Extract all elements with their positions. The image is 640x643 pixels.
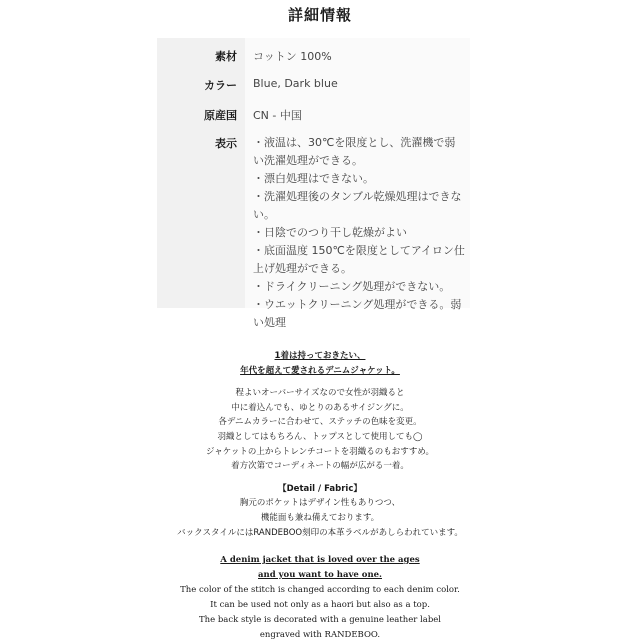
care-item: ・底面温度 150℃を限度としてアイロン仕上げ処理ができる。 <box>253 244 465 275</box>
care-item: ・液温は、30℃を限度とし、洗濯機で弱い洗濯処理ができる。 <box>253 136 456 167</box>
body-en-line: The color of the stitch is changed according to each denim color. <box>180 585 460 595</box>
care-item: ・漂白処理はできない。 <box>253 172 374 185</box>
spec-table <box>157 38 470 329</box>
body-ja-line: ジャケットの上からトレンチコートを羽織るのもおすすめ。 <box>205 446 435 457</box>
headline-en-1: A denim jacket that is loved over the ages <box>220 555 420 565</box>
origin-label: 原産国 <box>204 109 237 122</box>
care-item: ・日陰でのつり干し乾燥がよい <box>253 226 407 239</box>
body-en-line: The back style is decorated with a genuine leather label <box>198 615 442 625</box>
headline-ja-1: 1着は持っておきたい、 <box>274 351 366 361</box>
care-label: 表示 <box>215 137 237 150</box>
material-value: コットン 100% <box>253 50 332 63</box>
body-ja-line: 着方次第でコーディネートの幅が広がる一着。 <box>231 461 409 472</box>
color-label: カラー <box>204 79 237 92</box>
body-ja-line: 中に着込んでも、ゆとりのあるサイジングに。 <box>231 402 409 413</box>
detail-ja-line: バックスタイルにはRANDEBOO刻印の本革ラベルがあしらわれています。 <box>177 527 463 538</box>
material-label: 素材 <box>215 50 237 63</box>
page-title: 詳細情報 <box>287 6 352 24</box>
body-ja-line: 程よいオーバーサイズなので女性が羽織ると <box>235 388 405 399</box>
care-item: ・洗濯処理後のタンブル乾燥処理はできない。 <box>253 190 462 221</box>
body-en-line: It can be used not only as a haori but also as a top. <box>210 600 430 610</box>
headline-ja-2: 年代を超えて愛されるデニムジャケット。 <box>240 365 400 376</box>
detail-section-title: 【Detail / Fabric】 <box>278 483 362 494</box>
care-item: ・ウエットクリーニング処理ができる。弱い処理 <box>253 298 462 329</box>
body-ja-line: 羽織としてはもちろん、トップスとして使用しても◯ <box>217 431 423 442</box>
care-instructions <box>253 134 465 332</box>
description-en <box>0 553 640 643</box>
detail-ja-line: 胸元のポケットはデザイン性もありつつ、 <box>239 498 401 509</box>
care-item: ・ドライクリーニング処理ができない。 <box>253 280 451 293</box>
detail-ja-line: 機能面も兼ね備えております。 <box>260 512 380 523</box>
headline-en-2: and you want to have one. <box>258 570 382 580</box>
description-ja <box>0 349 640 540</box>
origin-value: CN - 中国 <box>253 109 302 122</box>
color-value: Blue, Dark blue <box>253 77 338 90</box>
body-en-line: engraved with RANDEBOO. <box>259 630 381 640</box>
body-ja-line: 各デニムカラーに合わせて、ステッチの色味を変更。 <box>218 417 422 428</box>
